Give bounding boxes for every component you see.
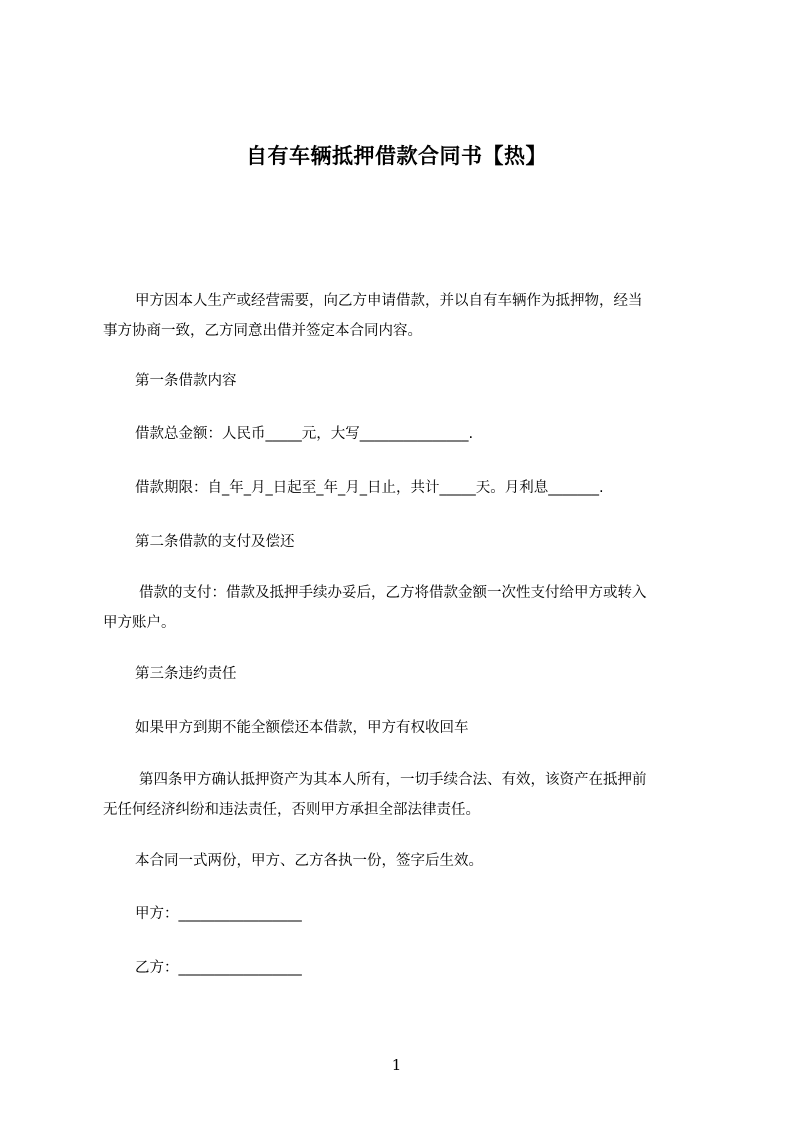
article1-heading: 第一条借款内容 (135, 373, 237, 389)
article2-heading: 第二条借款的支付及偿还 (135, 534, 295, 550)
payment-line-2: 甲方账户。 (103, 615, 176, 631)
intro-line-1: 甲方因本人生产或经营需要，向乙方申请借款，并以自有车辆作为抵押物，经当 (135, 293, 643, 309)
party-b-signature: 乙方：_________________ (135, 960, 302, 976)
article4-paragraph (103, 765, 703, 825)
loan-amount-line: 借款总金额：人民币_____元，大写_______________. (135, 426, 474, 442)
copies-text: 本合同一式两份，甲方、乙方各执一份，签字后生效。 (135, 853, 483, 869)
article4-line-2: 无任何经济纠纷和违法责任，否则甲方承担全部法律责任。 (103, 802, 480, 818)
payment-paragraph (103, 578, 703, 638)
breach-text: 如果甲方到期不能全额偿还本借款，甲方有权收回车 (135, 720, 469, 736)
loan-term-line: 借款期限：自_年_月_日起至_年_月_日止，共计_____天。月利息_______. (135, 480, 604, 496)
page-number: 1 (391, 1056, 402, 1074)
party-a-signature: 甲方：_________________ (135, 906, 302, 922)
intro-line-2: 事方协商一致，乙方同意出借并签定本合同内容。 (103, 323, 422, 339)
document-title: 自有车辆抵押借款合同书【热】 (246, 144, 547, 168)
intro-paragraph (103, 286, 703, 346)
payment-line-1: 借款的支付：借款及抵押手续办妥后，乙方将借款金额一次性支付给甲方或转入 (139, 585, 647, 601)
article4-line-1: 第四条甲方确认抵押资产为其本人所有，一切手续合法、有效，该资产在抵押前 (139, 772, 647, 788)
article3-heading: 第三条违约责任 (135, 666, 237, 682)
